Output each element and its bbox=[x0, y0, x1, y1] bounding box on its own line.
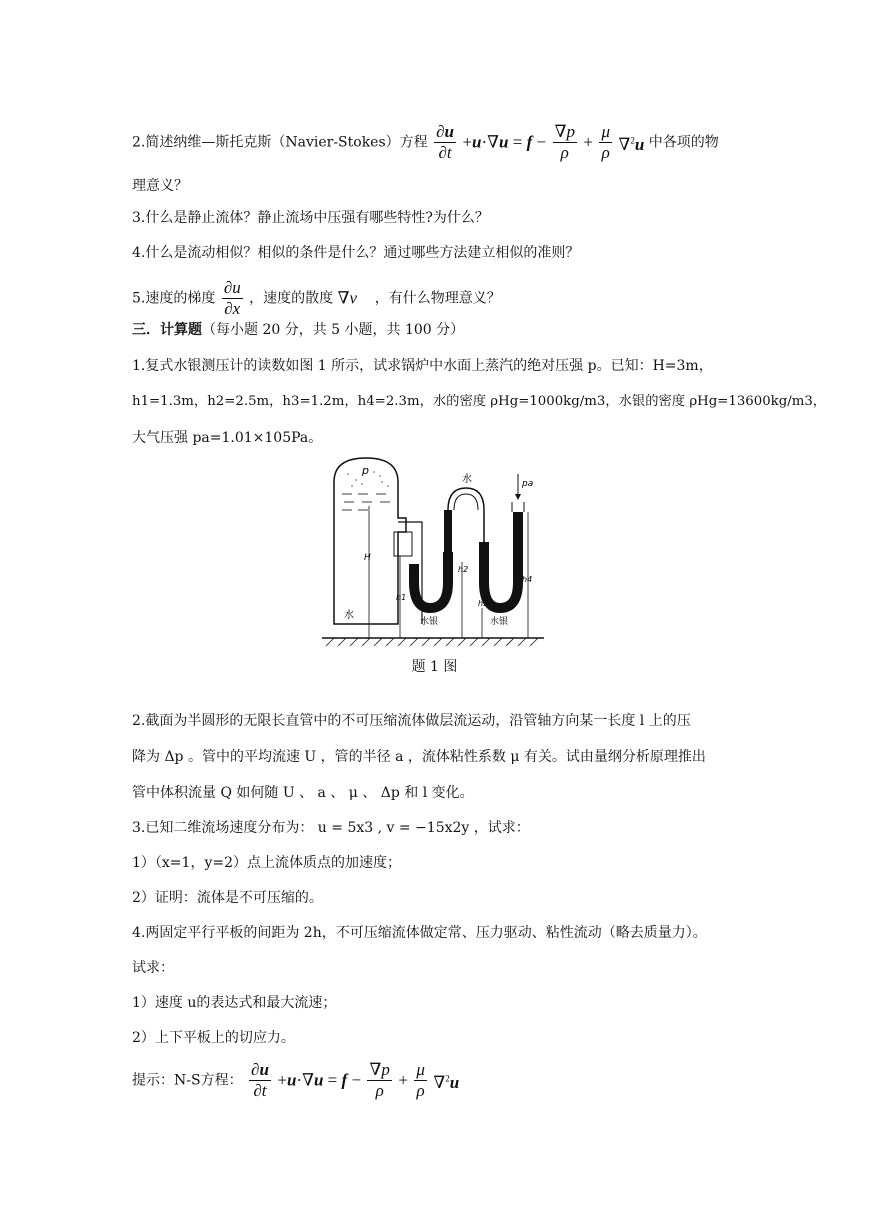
q5-prefix: 5.速度的梯度 bbox=[132, 290, 216, 307]
c2-line1: 2.截面为半圆形的无限长直管中的不可压缩流体做层流运动，沿管轴方向某一长度 l 上的压 bbox=[132, 713, 691, 729]
u-tube-2 bbox=[484, 512, 518, 608]
section-3-note: （每小题 20 分，共 5 小题，共 100 分） bbox=[202, 322, 465, 338]
q3: 3.什么是静止流体？静止流场中压强有哪些特性?为什么？ bbox=[132, 210, 489, 226]
svg-text:h4: h4 bbox=[522, 575, 533, 584]
q5-mid: ，速度的散度 bbox=[249, 290, 334, 307]
c3-line3: 2）证明：流体是不可压缩的。 bbox=[132, 890, 323, 906]
svg-text:h1: h1 bbox=[396, 593, 407, 602]
q2-eq-dudt: $\frac{\partial u}{\partial t}$ bbox=[436, 122, 454, 162]
q5-suffix: ，有什么物理意义？ bbox=[374, 290, 501, 307]
svg-text:h3: h3 bbox=[478, 599, 489, 608]
q5-eq-dudx: $\frac{\partial u}{\partial x}$ bbox=[223, 278, 241, 318]
q2-cont: 理意义？ bbox=[132, 178, 188, 194]
c4-line1: 4.两固定平行平板的间距为 2h，不可压缩流体做定常、压力驱动、粘性流动（略去质量力）。 bbox=[132, 925, 707, 941]
c4-line2: 试求： bbox=[132, 960, 174, 976]
svg-text:H: H bbox=[364, 553, 371, 563]
q2-line: 2.简述纳维—斯托克斯（Navier-Stokes）方程 $\frac{\partial u}{\partial t}$ +u·∇u = f − $\frac{\nabla p}{\rho}$ + $\frac{\mu}{\rho}$ ∇$^2$u 中各项的物 bbox=[132, 122, 719, 162]
q2-prefix: 2.简述纳维—斯托克斯（Navier-Stokes）方程 bbox=[132, 134, 428, 151]
q2-eq-lap: ∇$^2$u bbox=[618, 134, 645, 154]
svg-text:pa: pa bbox=[522, 479, 534, 489]
c3-line1: 3.已知二维流场速度分布为： u = 5x3 , v = −15x2y ，试求： bbox=[132, 820, 530, 836]
c4-line4: 2）上下平板上的切应力。 bbox=[132, 1030, 295, 1046]
c2-line2: 降为 Δp 。管中的平均流速 U ，管的半径 a ，流体粘性系数 μ 有关。试由量纲分析原理推出 bbox=[132, 749, 706, 765]
c4-line3: 1）速度 u的表达式和最大流速； bbox=[132, 995, 337, 1011]
c3-line2: 1）（x=1，y=2）点上流体质点的加速度； bbox=[132, 855, 401, 871]
section-3 bbox=[132, 320, 464, 340]
label-mercury-1: 水银 bbox=[420, 617, 439, 627]
c2-line3: 管中体积流量 Q 如何随 U 、 a 、 μ 、 Δp 和 l 变化。 bbox=[132, 785, 474, 801]
label-water-top: 水 bbox=[462, 474, 472, 485]
c1-line1: 1.复式水银测压计的读数如图 1 所示，试求锅炉中水面上蒸汽的绝对压强 p。已知：H=3m， bbox=[132, 358, 713, 374]
q2-eq-gradp: $\frac{\nabla p}{\rho}$ bbox=[554, 122, 575, 162]
q2-suffix: 中各项的物 bbox=[648, 134, 719, 151]
hint-eq-dudt: $\frac{\partial u}{\partial t}$ bbox=[251, 1060, 269, 1100]
c1-line2: h1=1.3m，h2=2.5m，h3=1.2m，h4=2.3m，水的密度 ρHg=1000kg/m3，水银的密度 ρHg=13600kg/m3， bbox=[132, 394, 827, 409]
q5-eq-div: ∇v⃗ bbox=[337, 288, 371, 308]
section-3-title: 三．计算题 bbox=[132, 322, 202, 338]
hint-label: 提示：N-S方程： bbox=[132, 1072, 243, 1089]
figure-caption: 题 1 图 bbox=[411, 659, 458, 675]
q2-eq-mu: $\frac{\mu}{\rho}$ bbox=[601, 122, 610, 162]
q4: 4.什么是流动相似？相似的条件是什么？通过哪些方法建立相似的准则？ bbox=[132, 245, 580, 261]
label-mercury-2: 水银 bbox=[490, 617, 509, 627]
hint-line: 提示：N-S方程： $\frac{\partial u}{\partial t}$ +u·∇u = f − $\frac{\nabla p}{\rho}$ + $\frac{\mu}{\rho}$ ∇$^2$u bbox=[132, 1060, 460, 1100]
q2-eq-mid: +u·∇u = f − bbox=[462, 132, 547, 152]
label-p: p bbox=[362, 464, 369, 477]
label-water-left: 水 bbox=[344, 610, 354, 621]
c1-line3: 大气压强 pa=1.01×105Pa。 bbox=[132, 430, 323, 446]
svg-text:h2: h2 bbox=[458, 565, 469, 574]
figure-1 bbox=[322, 452, 544, 648]
q5-line bbox=[132, 278, 501, 319]
